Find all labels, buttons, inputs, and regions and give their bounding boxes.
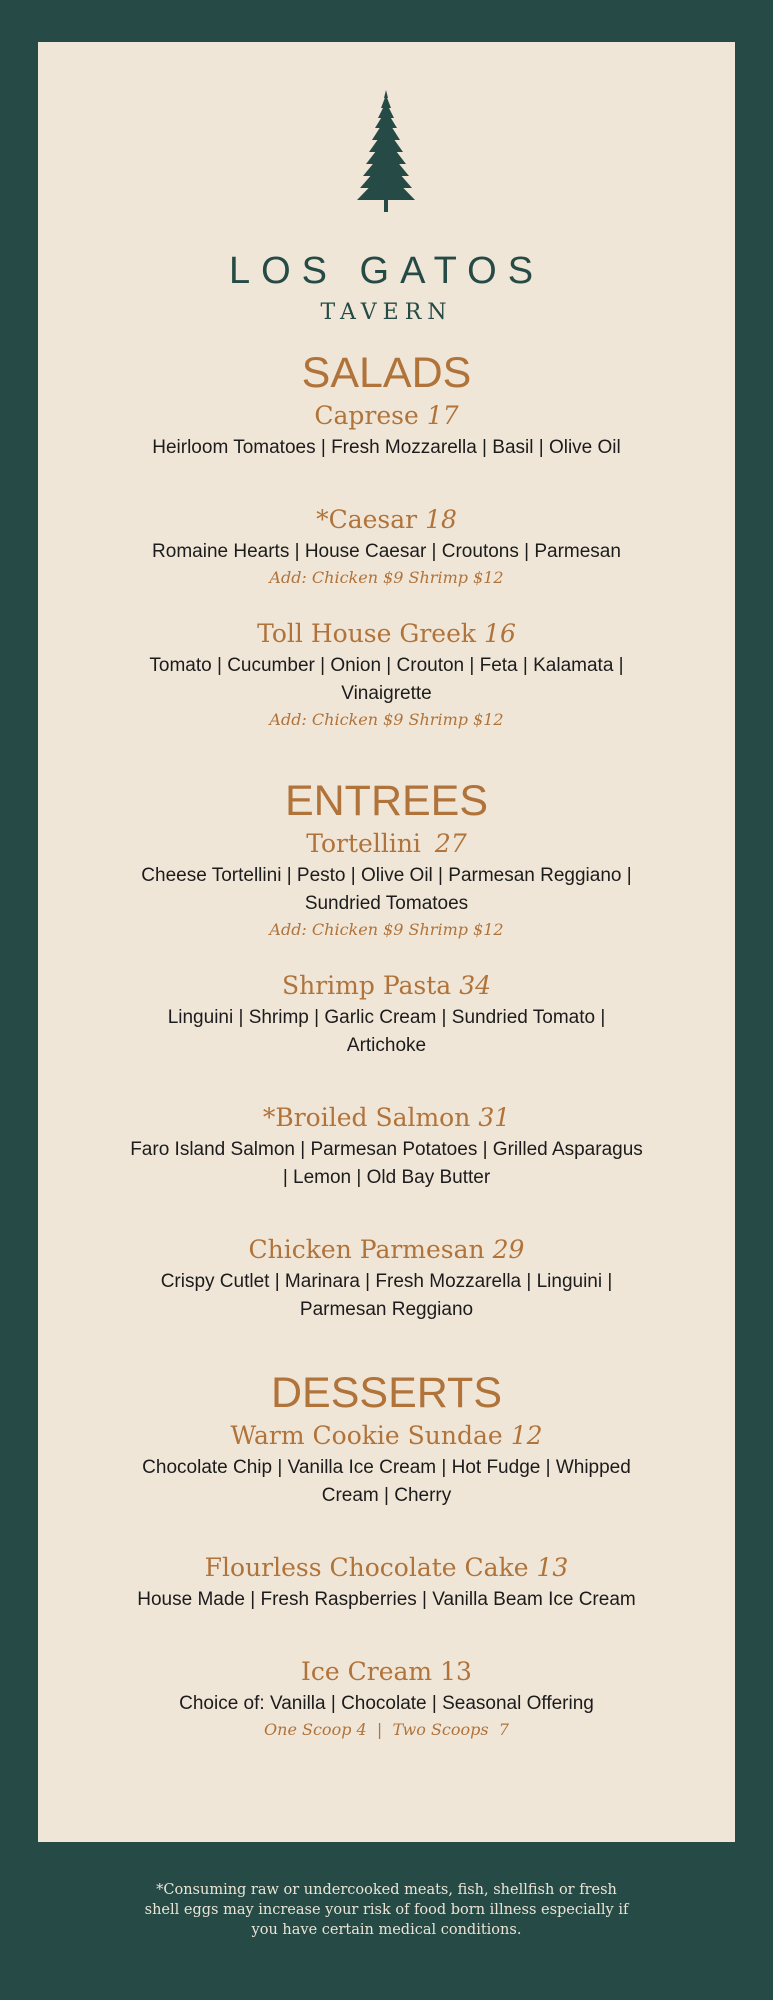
- item-name: *Caesar: [316, 505, 418, 534]
- menu-item: [0, 1420, 773, 1510]
- item-name: Shrimp Pasta: [281, 971, 452, 1000]
- item-name: Ice Cream: [301, 1657, 433, 1686]
- item-price: 17: [426, 401, 459, 430]
- brand-name: LOS GATOS: [228, 250, 545, 292]
- item-price: 34: [459, 971, 492, 1000]
- item-name: *Broiled Salmon: [262, 1103, 471, 1132]
- item-price: 12: [510, 1421, 543, 1450]
- section-title-desserts: DESSERTS: [271, 1369, 502, 1417]
- item-description: Romaine Hearts | House Caesar | Croutons | Parmesan: [152, 541, 621, 562]
- item-addon: Add: Chicken $9 Shrimp $12: [269, 920, 504, 939]
- menu-item: [0, 618, 773, 732]
- item-description: Choice of: Vanilla | Chocolate | Seasonal Offering: [179, 1693, 594, 1714]
- item-heading: [0, 1102, 773, 1134]
- item-heading: [0, 1552, 773, 1584]
- section-title-salads: SALADS: [301, 349, 472, 397]
- item-addon: Add: Chicken $9 Shrimp $12: [269, 568, 504, 587]
- item-name: Chicken Parmesan: [248, 1235, 485, 1264]
- menu-item: [0, 828, 773, 942]
- menu-content: [0, 346, 773, 1742]
- item-addon: One Scoop 4 | Two Scoops 7: [264, 1720, 509, 1739]
- item-heading: [0, 828, 773, 860]
- menu-item: [0, 1102, 773, 1192]
- section-title-entrees: ENTREES: [284, 777, 489, 825]
- item-heading: [0, 1420, 773, 1452]
- item-heading: [0, 970, 773, 1002]
- item-price: 27: [434, 829, 467, 858]
- disclaimer: *Consuming raw or undercooked meats, fish, shellfish or fresh shell eggs may increase your risk of food born illness especially if you have certain medical conditions.: [144, 1882, 629, 1938]
- item-description: Tomato | Cucumber | Onion | Crouton | Feta | Kalamata | Vinaigrette: [149, 655, 624, 704]
- brand-subtitle: TAVERN: [320, 300, 453, 325]
- item-name: Toll House Greek: [257, 619, 477, 648]
- item-description: House Made | Fresh Raspberries | Vanilla Beam Ice Cream: [137, 1589, 636, 1610]
- item-price: 29: [492, 1235, 525, 1264]
- item-description: Heirloom Tomatoes | Fresh Mozzarella | Basil | Olive Oil: [152, 437, 621, 458]
- item-heading: [0, 1656, 773, 1688]
- item-name: Tortellini: [306, 829, 421, 858]
- item-name: Flourless Chocolate Cake: [204, 1553, 529, 1582]
- item-name: Warm Cookie Sundae: [230, 1421, 503, 1450]
- item-price: 13: [536, 1553, 569, 1582]
- item-heading: [0, 504, 773, 536]
- item-name: Caprese: [314, 401, 419, 430]
- item-description: Chocolate Chip | Vanilla Ice Cream | Hot Fudge | Whipped Cream | Cherry: [142, 1457, 631, 1506]
- item-addon: Add: Chicken $9 Shrimp $12: [269, 710, 504, 729]
- menu-item: [0, 1552, 773, 1614]
- item-price: 18: [425, 505, 457, 534]
- pine-tree-icon: [354, 90, 418, 212]
- item-description: Cheese Tortellini | Pesto | Olive Oil | Parmesan Reggiano | Sundried Tomatoes: [141, 865, 632, 914]
- item-price: 31: [478, 1103, 511, 1132]
- menu-item: [0, 1656, 773, 1742]
- item-heading: [0, 400, 773, 432]
- item-heading: [0, 1234, 773, 1266]
- item-description: Crispy Cutlet | Marinara | Fresh Mozzarella | Linguini | Parmesan Reggiano: [160, 1271, 613, 1320]
- menu-item: [0, 970, 773, 1060]
- menu-item: [0, 400, 773, 462]
- item-description: Faro Island Salmon | Parmesan Potatoes | Grilled Asparagus | Lemon | Old Bay Butter: [130, 1139, 643, 1188]
- menu-item: [0, 1234, 773, 1324]
- item-description: Linguini | Shrimp | Garlic Cream | Sundried Tomato | Artichoke: [167, 1007, 606, 1056]
- menu-item: [0, 504, 773, 590]
- item-heading: [0, 618, 773, 650]
- item-price: 16: [484, 619, 516, 648]
- item-price: 13: [440, 1657, 472, 1686]
